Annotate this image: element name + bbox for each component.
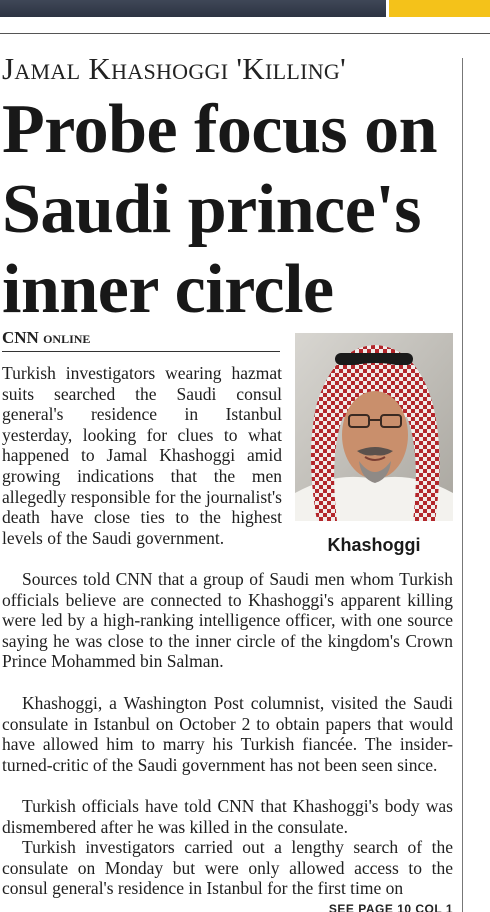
column-divider (462, 58, 463, 912)
article-paragraph: Khashoggi, a Washington Post columnist, visited the Saudi consulate in Istanbul on October 2 to obtain papers that would have allowed him to marry his Turkish fiancée. The insider-turned-critic of the Saudi government has not been seen since. (2, 693, 453, 775)
article-headline: Probe focus on Saudi prince's inner circle (2, 91, 438, 328)
masthead-band-dark (0, 0, 386, 17)
photo-caption: Khashoggi (327, 535, 421, 555)
article-paragraph: Turkish investigators carried out a lengthy search of the consulate on Monday but were only allowed access to the consul general's residence in Istanbul for the first time on (2, 837, 453, 899)
article-byline: CNN online (2, 328, 280, 352)
masthead-band (0, 0, 490, 17)
continuation-line: SEE PAGE 10 COL 1 (328, 902, 453, 912)
portrait-image (295, 333, 453, 521)
article-kicker: Jamal Khashoggi 'Killing' (2, 51, 346, 86)
article-paragraph: Turkish officials have told CNN that Khashoggi's body was dismembered after he was killed in the consulate. (2, 796, 453, 837)
masthead-band-accent (389, 0, 490, 17)
article-paragraph: Turkish investigators wearing hazmat suits searched the Saudi consul general's residence in Istanbul yesterday, looking for clues to what happened to Jamal Khashoggi amid growing indications that the men allegedly responsible for the journalist's death have close ties to the highest levels of the Saudi government. (2, 363, 282, 548)
section-divider (0, 33, 490, 34)
article-paragraph: Sources told CNN that a group of Saudi men whom Turkish officials believe are connected to Khashoggi's apparent killing were led by a high-ranking intelligence officer, with one source saying he was close to the inner circle of the kingdom's Crown Prince Mohammed bin Salman. (2, 569, 453, 672)
khashoggi-photo (295, 333, 453, 521)
